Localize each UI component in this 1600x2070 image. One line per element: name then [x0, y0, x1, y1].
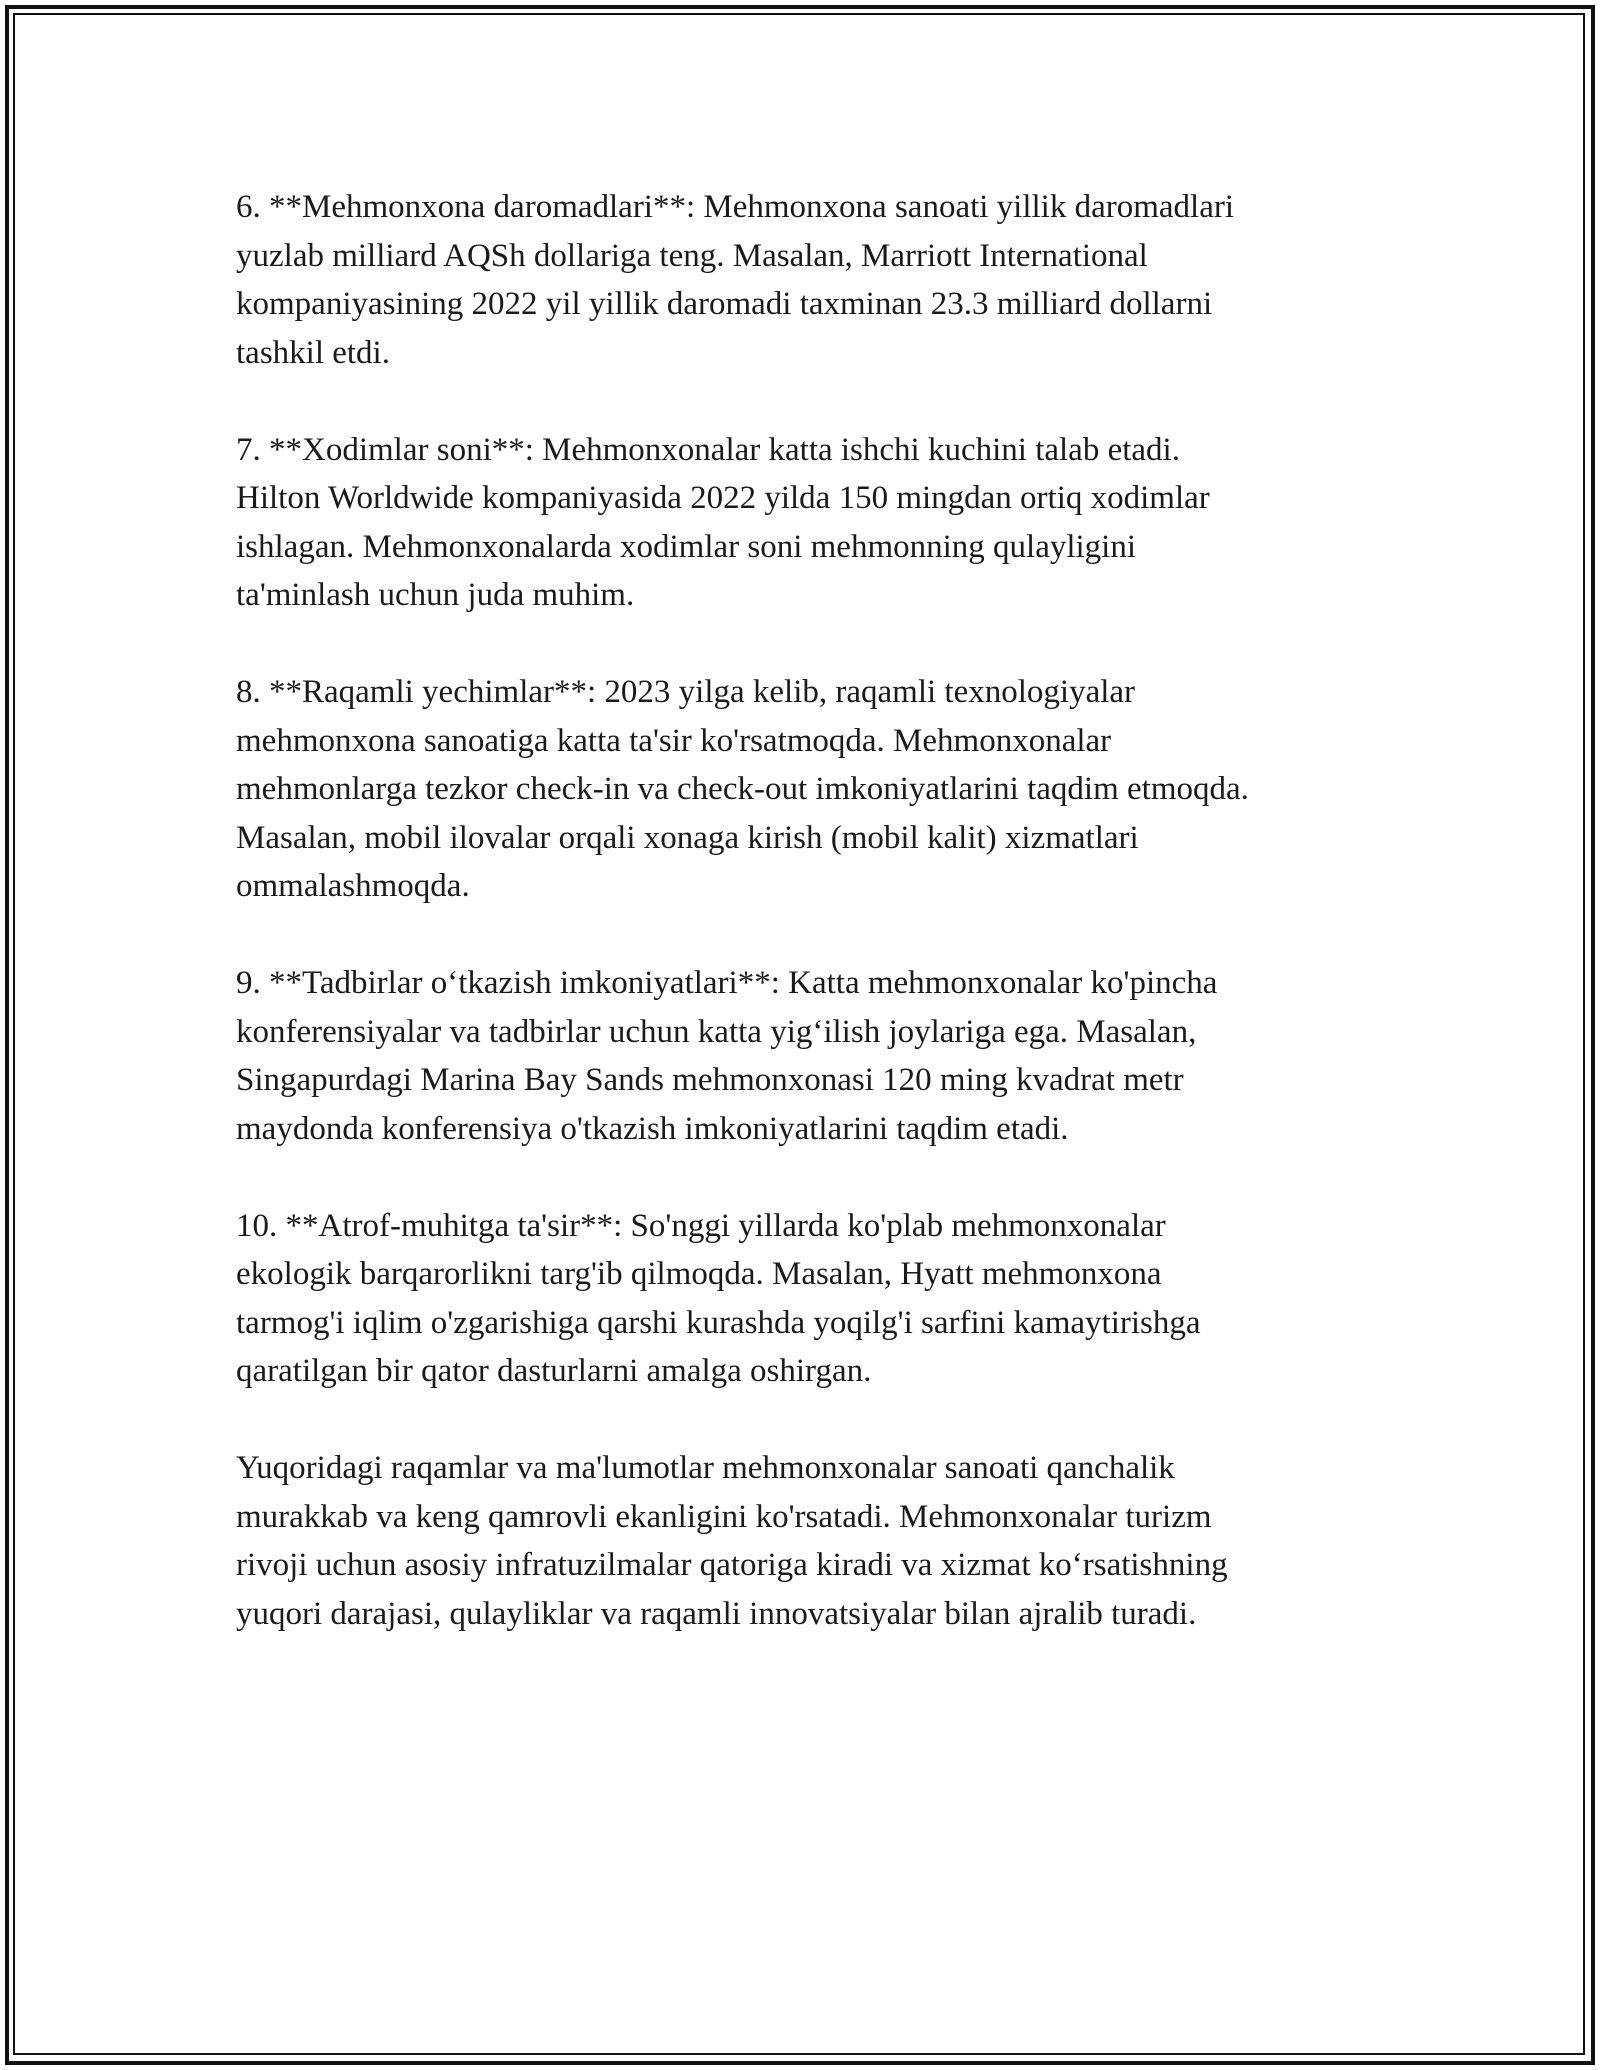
paragraph-digital: 8. **Raqamli yechimlar**: 2023 yilga kelib, raqamli texnologiyalar mehmonxona sanoatiga katta ta'sir ko'rsatmoqda. Mehmonxonalar mehmonlarga tezkor check-in va check-out imkoniyatlarini taqdim etmoqda. Masalan, mobil ilovalar orqali xonaga kirish (mobil kalit) xizmatlari ommalashmoqda.	[236, 674, 1249, 904]
paragraph-conclusion: Yuqoridagi raqamlar va ma'lumotlar mehmonxonalar sanoati qanchalik murakkab va keng qamrovli ekanligini ko'rsatadi. Mehmonxonalar turizm rivoji uchun asosiy infratuzilmalar qatoriga kiradi va xizmat ko‘rsatishning yuqori darajasi, qulayliklar va raqamli innovatsiyalar bilan ajralib turadi.	[236, 1450, 1228, 1632]
paragraph-revenue: 6. **Mehmonxona daromadlari**: Mehmonxona sanoati yillik daromadlari yuzlab milliard AQSh dollariga teng. Masalan, Marriott International kompaniyasining 2022 yil yillik daromadi taxminan 23.3 milliard dollarni tashkil etdi.	[236, 189, 1235, 371]
paragraph-environment: 10. **Atrof-muhitga ta'sir**: So'nggi yillarda ko'plab mehmonxonalar ekologik barqarorlikni targ'ib qilmoqda. Masalan, Hyatt mehmonxona tarmog'i iqlim o'zgarishiga qarshi kurashda yoqilg'i sarfini kamaytirishga qaratilgan bir qator dasturlarni amalga oshirgan.	[236, 1207, 1201, 1389]
document-body	[236, 183, 1386, 1687]
paragraph-events: 9. **Tadbirlar o‘tkazish imkoniyatlari**: Katta mehmonxonalar ko'pincha konferensiyalar va tadbirlar uchun katta yig‘ilish joylariga ega. Masalan, Singapurdagi Marina Bay Sands mehmonxonasi 120 ming kvadrat metr maydonda konferensiya o'tkazish imkoniyatlarini taqdim etadi.	[236, 965, 1218, 1147]
paragraph-staff: 7. **Xodimlar soni**: Mehmonxonalar katta ishchi kuchini talab etadi. Hilton Worldwide kompaniyasida 2022 yilda 150 mingdan ortiq xodimlar ishlagan. Mehmonxonalarda xodimlar soni mehmonning qulayligini ta'minlash uchun juda muhim.	[236, 431, 1210, 613]
